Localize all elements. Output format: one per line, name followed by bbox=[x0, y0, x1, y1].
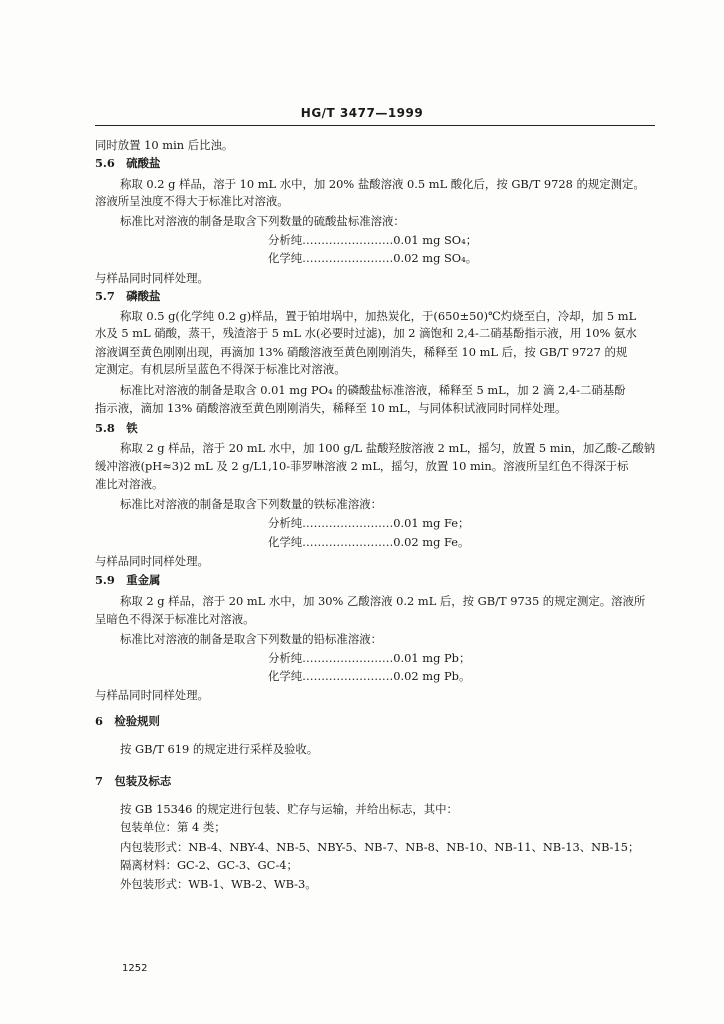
text-line: 标准比对溶液的制备是取含下列数量的铁标准溶液： bbox=[120, 497, 382, 511]
text-line: 化学纯……………………0.02 mg SO₄。 bbox=[268, 251, 478, 265]
text-line: 分析纯……………………0.01 mg Fe； bbox=[268, 516, 470, 530]
header-rule bbox=[95, 125, 655, 126]
text-line: 标准比对溶液的制备是取含下列数量的硫酸盐标准溶液： bbox=[120, 214, 405, 228]
text-line: 呈暗色不得深于标准比对溶液。 bbox=[95, 612, 255, 626]
section-heading: 5.7 磷酸盐 bbox=[95, 289, 161, 303]
text-line: 与样品同时同样处理。 bbox=[95, 688, 209, 702]
page-number: 1252 bbox=[122, 963, 148, 974]
section-heading: 5.6 硫酸盐 bbox=[95, 156, 161, 170]
text-line: 分析纯……………………0.01 mg Pb； bbox=[268, 651, 471, 665]
text-line: 化学纯……………………0.02 mg Pb。 bbox=[268, 669, 471, 683]
section-heading: 6 检验规则 bbox=[95, 714, 160, 728]
text-line: 称取 2 g 样品，溶于 20 mL 水中，加 100 g/L 盐酸羟胺溶液 2 mL，摇匀，放置 5 min，加乙酸-乙酸钠 bbox=[120, 441, 656, 455]
section-heading: 7 包装及标志 bbox=[95, 774, 172, 788]
section-heading: 5.9 重金属 bbox=[95, 573, 161, 587]
text-line: 按 GB 15346 的规定进行包装、贮存与运输，并给出标志，其中： bbox=[120, 802, 458, 816]
page-header: HG/T 3477—1999 bbox=[300, 106, 424, 120]
text-line: 标准比对溶液的制备是取含 0.01 mg PO₄ 的磷酸盐标准溶液，稀释至 5 mL，加 2 滴 2,4-二硝基酚 bbox=[120, 383, 626, 397]
text-line: 内包装形式：NB-4、NBY-4、NB-5、NBY-5、NB-7、NB-8、NB-10、NB-11、NB-13、NB-15； bbox=[120, 840, 640, 854]
text-line: 定测定。有机层所呈蓝色不得深于标准比对溶液。 bbox=[95, 362, 346, 376]
text-line: 分析纯……………………0.01 mg SO₄； bbox=[268, 233, 478, 247]
text-line: 准比对溶液。 bbox=[95, 477, 164, 491]
text-line: 称取 0.2 g 样品，溶于 10 mL 水中，加 20% 盐酸溶液 0.5 mL 酸化后，按 GB/T 9728 的规定测定。 bbox=[120, 177, 645, 191]
text-line: 水及 5 mL 硝酸，蒸干，残渣溶于 5 mL 水(必要时过滤)，加 2 滴饱和 2,4-二硝基酚指示液，用 10% 氨水 bbox=[95, 326, 637, 340]
section-heading: 5.8 铁 bbox=[95, 421, 138, 435]
text-line: 缓冲溶液(pH≈3)2 mL 及 2 g/L1,10-菲罗啉溶液 2 mL，摇匀，放置 10 min。溶液所呈红色不得深于标 bbox=[95, 459, 629, 473]
text-line: 溶液所呈浊度不得大于标准比对溶液。 bbox=[95, 194, 289, 208]
text-line: 与样品同时同样处理。 bbox=[95, 271, 209, 285]
text-line: 包装单位：第 4 类； bbox=[120, 820, 226, 834]
text-line: 标准比对溶液的制备是取含下列数量的铅标准溶液： bbox=[120, 632, 382, 646]
text-line: 指示液，滴加 13% 硝酸溶液至黄色刚刚消失，稀释至 10 mL，与同体积试液同时同样处理。 bbox=[95, 401, 567, 415]
text-line: 外包装形式：WB-1、WB-2、WB-3。 bbox=[120, 877, 317, 891]
text-line: 同时放置 10 min 后比浊。 bbox=[95, 138, 234, 152]
text-line: 溶液调至黄色刚刚出现，再滴加 13% 硝酸溶液至黄色刚刚消失，稀释至 10 mL 后，按 GB/T 9727 的规 bbox=[95, 345, 628, 359]
text-line: 按 GB/T 619 的规定进行采样及验收。 bbox=[120, 742, 319, 756]
text-line: 称取 0.5 g(化学纯 0.2 g)样品，置于铂坩埚中，加热炭化，于(650±50)℃灼烧至白，冷却，加 5 mL bbox=[120, 309, 637, 323]
text-line: 称取 2 g 样品，溶于 20 mL 水中，加 30% 乙酸溶液 0.2 mL 后，按 GB/T 9735 的规定测定。溶液所 bbox=[120, 594, 646, 608]
text-line: 隔离材料：GC-2、GC-3、GC-4； bbox=[120, 858, 298, 872]
text-line: 化学纯……………………0.02 mg Fe。 bbox=[268, 535, 470, 549]
text-line: 与样品同时同样处理。 bbox=[95, 554, 209, 568]
